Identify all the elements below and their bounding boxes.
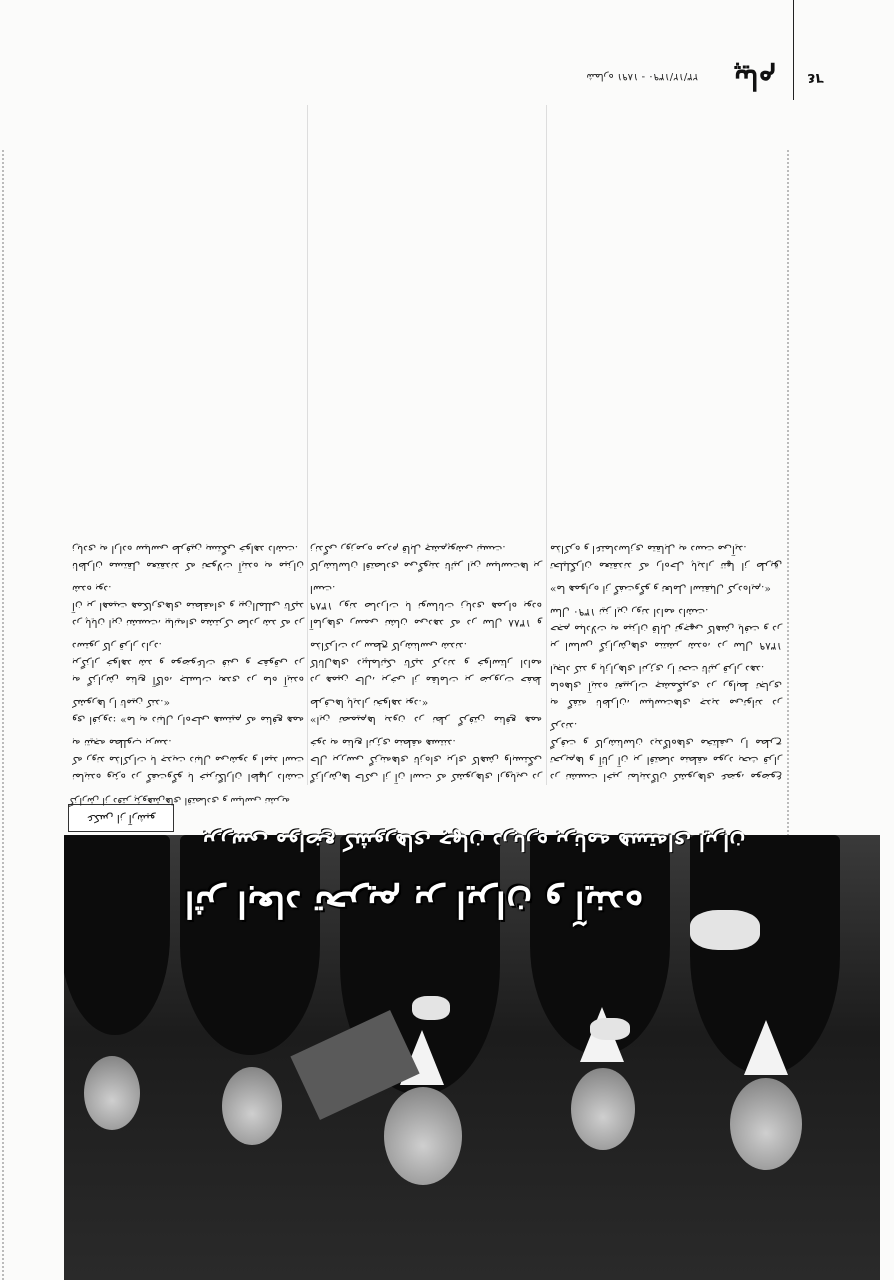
paragraph: نماینده ویژه در گفت‌وگو با خبرنگاران اظهار داشت که روند مذاکرات با جدیت دنبال می‌شود و امید است به نتیجه مطلوب برسد. <box>72 737 304 783</box>
text-column-3 <box>72 534 304 785</box>
article-headline: اثر ابعاد تحریم بر ایران و آینده <box>184 883 644 925</box>
person-face <box>84 1056 140 1130</box>
person-face <box>730 1078 802 1170</box>
article-subhead: بررسی مواضع کشورهای جهان درباره برنامه هسته‌ای ایران <box>202 829 746 855</box>
person-face <box>384 1087 462 1185</box>
header-divider <box>793 0 794 100</box>
paragraph: تحلیلگران معتقدند که راه‌حل پایدار تنها از طریق مذاکره و اعتمادسازی متقابل به دست می‌آید. <box>550 543 782 572</box>
person-figure <box>64 835 170 1035</box>
paragraph: به گفته ناظران، سیاست‌های جدید می‌تواند در ماه‌های آینده تغییرات چشمگیری در روابط تجاری ایجاد کند و بازارهای انرژی را تحت تاثیر قرار دهد. <box>550 663 782 709</box>
person-figure <box>180 835 320 1055</box>
column-divider <box>546 105 547 785</box>
person-face <box>571 1068 635 1150</box>
paragraph: بر اساس گزارش‌های منتشر شده، در سال ۱۳۸۹ حجم مبادلات به میزان قابل توجهی کاهش یافت و در سال ۱۳۹۰ نیز این روند ادامه داشت. <box>550 606 782 652</box>
hand-shape <box>412 996 450 1020</box>
collar-shape <box>744 1020 788 1075</box>
paragraph: گزارش‌ها حاکی از آن است که کشورهای اروپایی در حال بررسی گزینه‌های تازه‌ای برای کاهش وابستگی خود به منابع انرژی منطقه هستند. <box>310 737 542 783</box>
paragraph: ناظران مستقل معتقدند که تحولات آینده به میزان زیادی به اراده سیاسی طرفین بستگی خواهد داشت. <box>72 543 304 572</box>
paragraph: «این تصمیم‌ها بدون در نظر گرفتن منافع همه طرف‌ها پایدار نخواهد بود.» <box>310 697 542 726</box>
paragraph: وی افزود: «ما به دنبال راه‌حلی هستیم که منافع همه کشورها را تامین کند.» <box>72 697 304 726</box>
paragraph: در نشست اخیر نمایندگان کشورهای عضو، موضوع تحریم‌ها و آثار آن بر اقتصاد منطقه مورد بحث قرار گرفت و کارشناسان دیدگاه‌های مختلفی را مطرح کردند. <box>550 720 782 783</box>
paragraph: در پایان این نشست، بیانیه‌ای مشترک صادر شد که در آن بر اهمیت همکاری‌های منطقه‌ای و بین‌المللی تاکید شده بود. <box>72 583 304 629</box>
paragraph: به گزارش منابع آگاه، جلسات بعدی در ماه آینده برگزار خواهد شد و موضوعات فنی و حقوقی در دستور کار قرار دارد. <box>72 640 304 686</box>
margin-dotted-rule <box>2 150 4 1280</box>
paragraph: «ما همواره از گفت‌وگو و تعامل استقبال کرده‌ایم.» <box>550 583 771 595</box>
text-column-1 <box>550 534 782 785</box>
column-divider <box>307 105 308 785</box>
text-column-2 <box>310 534 542 785</box>
paragraph: در همین حال، برخی از مقامات بر ضرورت حفظ کانال‌های دیپلماتیک تاکید کردند و خواستار ادامه مذاکرات در سطح کارشناسی شدند. <box>310 640 542 686</box>
paragraph: کارشناسان اقتصادی می‌گویند تاثیر این سیاست‌ها بر زندگی روزمره مردم قابل چشم‌پوشی نیست. <box>310 543 542 572</box>
photo-caption-label: عکس از آرشیو <box>68 804 174 832</box>
article-byline: گزارش از دفتر پژوهش‌های اقتصادی و سیاسی نشریه <box>69 795 290 806</box>
paragraph: آمارهای رسمی نشان می‌دهد که در سال ۱۳۸۸ و ۱۳۸۹ روند صادرات با نوسانات زیادی همراه بوده است. <box>310 583 542 629</box>
hand-shape <box>590 1018 630 1040</box>
masthead-logo: پیام <box>733 63 776 96</box>
page-number: ٦٤ <box>806 70 824 86</box>
issue-date: شماره ۱۸۹۱ - ۲۳/۱۲/۱۳۹۰ <box>586 71 698 82</box>
person-face <box>222 1067 282 1145</box>
